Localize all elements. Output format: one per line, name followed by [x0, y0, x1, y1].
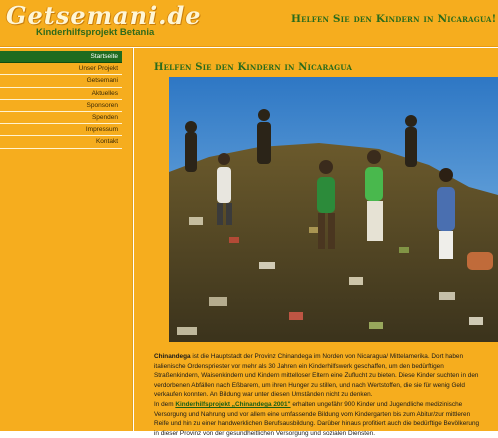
- intro-line-9: in dieser Provinz von der gesundheitlichen Versorgung und sozialen Diensten.: [154, 429, 375, 437]
- intro-line-1: Chinandega ist die Hauptstadt der Provinz Chinandega im Norden von Nicaragua/ Mittelamerika. Dort haben: [154, 353, 464, 360]
- sidebar: [0, 48, 133, 431]
- intro-text: [154, 352, 498, 438]
- garbage-dump-photo: [169, 77, 498, 342]
- nav-item-impressum[interactable]: Impressum: [0, 124, 122, 136]
- nav-item-sponsoren[interactable]: Sponsoren: [0, 100, 122, 112]
- project-link[interactable]: Kinderhilfsprojekt „Chinandega 2001": [175, 400, 291, 408]
- nav-item-getsemani[interactable]: Getsemani: [0, 75, 122, 87]
- intro-line-4: verdorbenen Abfällen nach Eßbarem, um ihren Hunger zu stillen, und nach Wertstoffen, die sie für wenig Geld: [154, 381, 465, 389]
- nav-item-startseite[interactable]: Startseite: [0, 51, 122, 63]
- site-logo[interactable]: Getsemani.de: [6, 1, 202, 30]
- nav-item-aktuelles[interactable]: Aktuelles: [0, 88, 122, 100]
- nav-item-unser-projekt[interactable]: Unser Projekt: [0, 63, 122, 75]
- page-title: Helfen Sie den Kindern in Nicaragua: [154, 62, 353, 73]
- intro-line-6: In dem Kinderhilfsprojekt „Chinandega 2001" erhalten ungefähr 900 Kinder und Jugendliche medizinische: [154, 400, 463, 408]
- intro-line-5: verkaufen konnten. An Bildung war unter diesen Umständen nicht zu denken.: [154, 391, 373, 399]
- header-slogan: Helfen Sie den Kindern in Nicaragua!: [291, 13, 497, 25]
- site-logo-subtitle: Kinderhilfsprojekt Betania: [36, 27, 155, 38]
- site-header: [0, 0, 498, 47]
- place-name: Chinandega: [154, 353, 191, 360]
- intro-line-3: Straßenkindern, Waisenkindern und Kindern mittelloser Eltern eine Zuflucht zu bieten. Diese Kinder suchten in den: [154, 372, 479, 380]
- main-navigation: [0, 51, 122, 149]
- intro-line-7: Versorgung und Nahrung und vor allem eine umfassende Bildung vom Kindergarten bis zum Abitur/zur mittleren: [154, 410, 471, 418]
- main-content: [134, 48, 498, 437]
- nav-item-spenden[interactable]: Spenden: [0, 112, 122, 124]
- intro-line-8: Reife und hin zu einer handwerklichen Berufsausbildung. Darüber hinaus profitiert auch die bedürftige Bevölkerung: [154, 420, 480, 428]
- intro-line-2: italienische Ordenspriester vor mehr als 30 Jahren ein Kinderhilfswerk geschaffen, um den bedürftigen: [154, 362, 444, 370]
- nav-item-kontakt[interactable]: Kontakt: [0, 136, 122, 148]
